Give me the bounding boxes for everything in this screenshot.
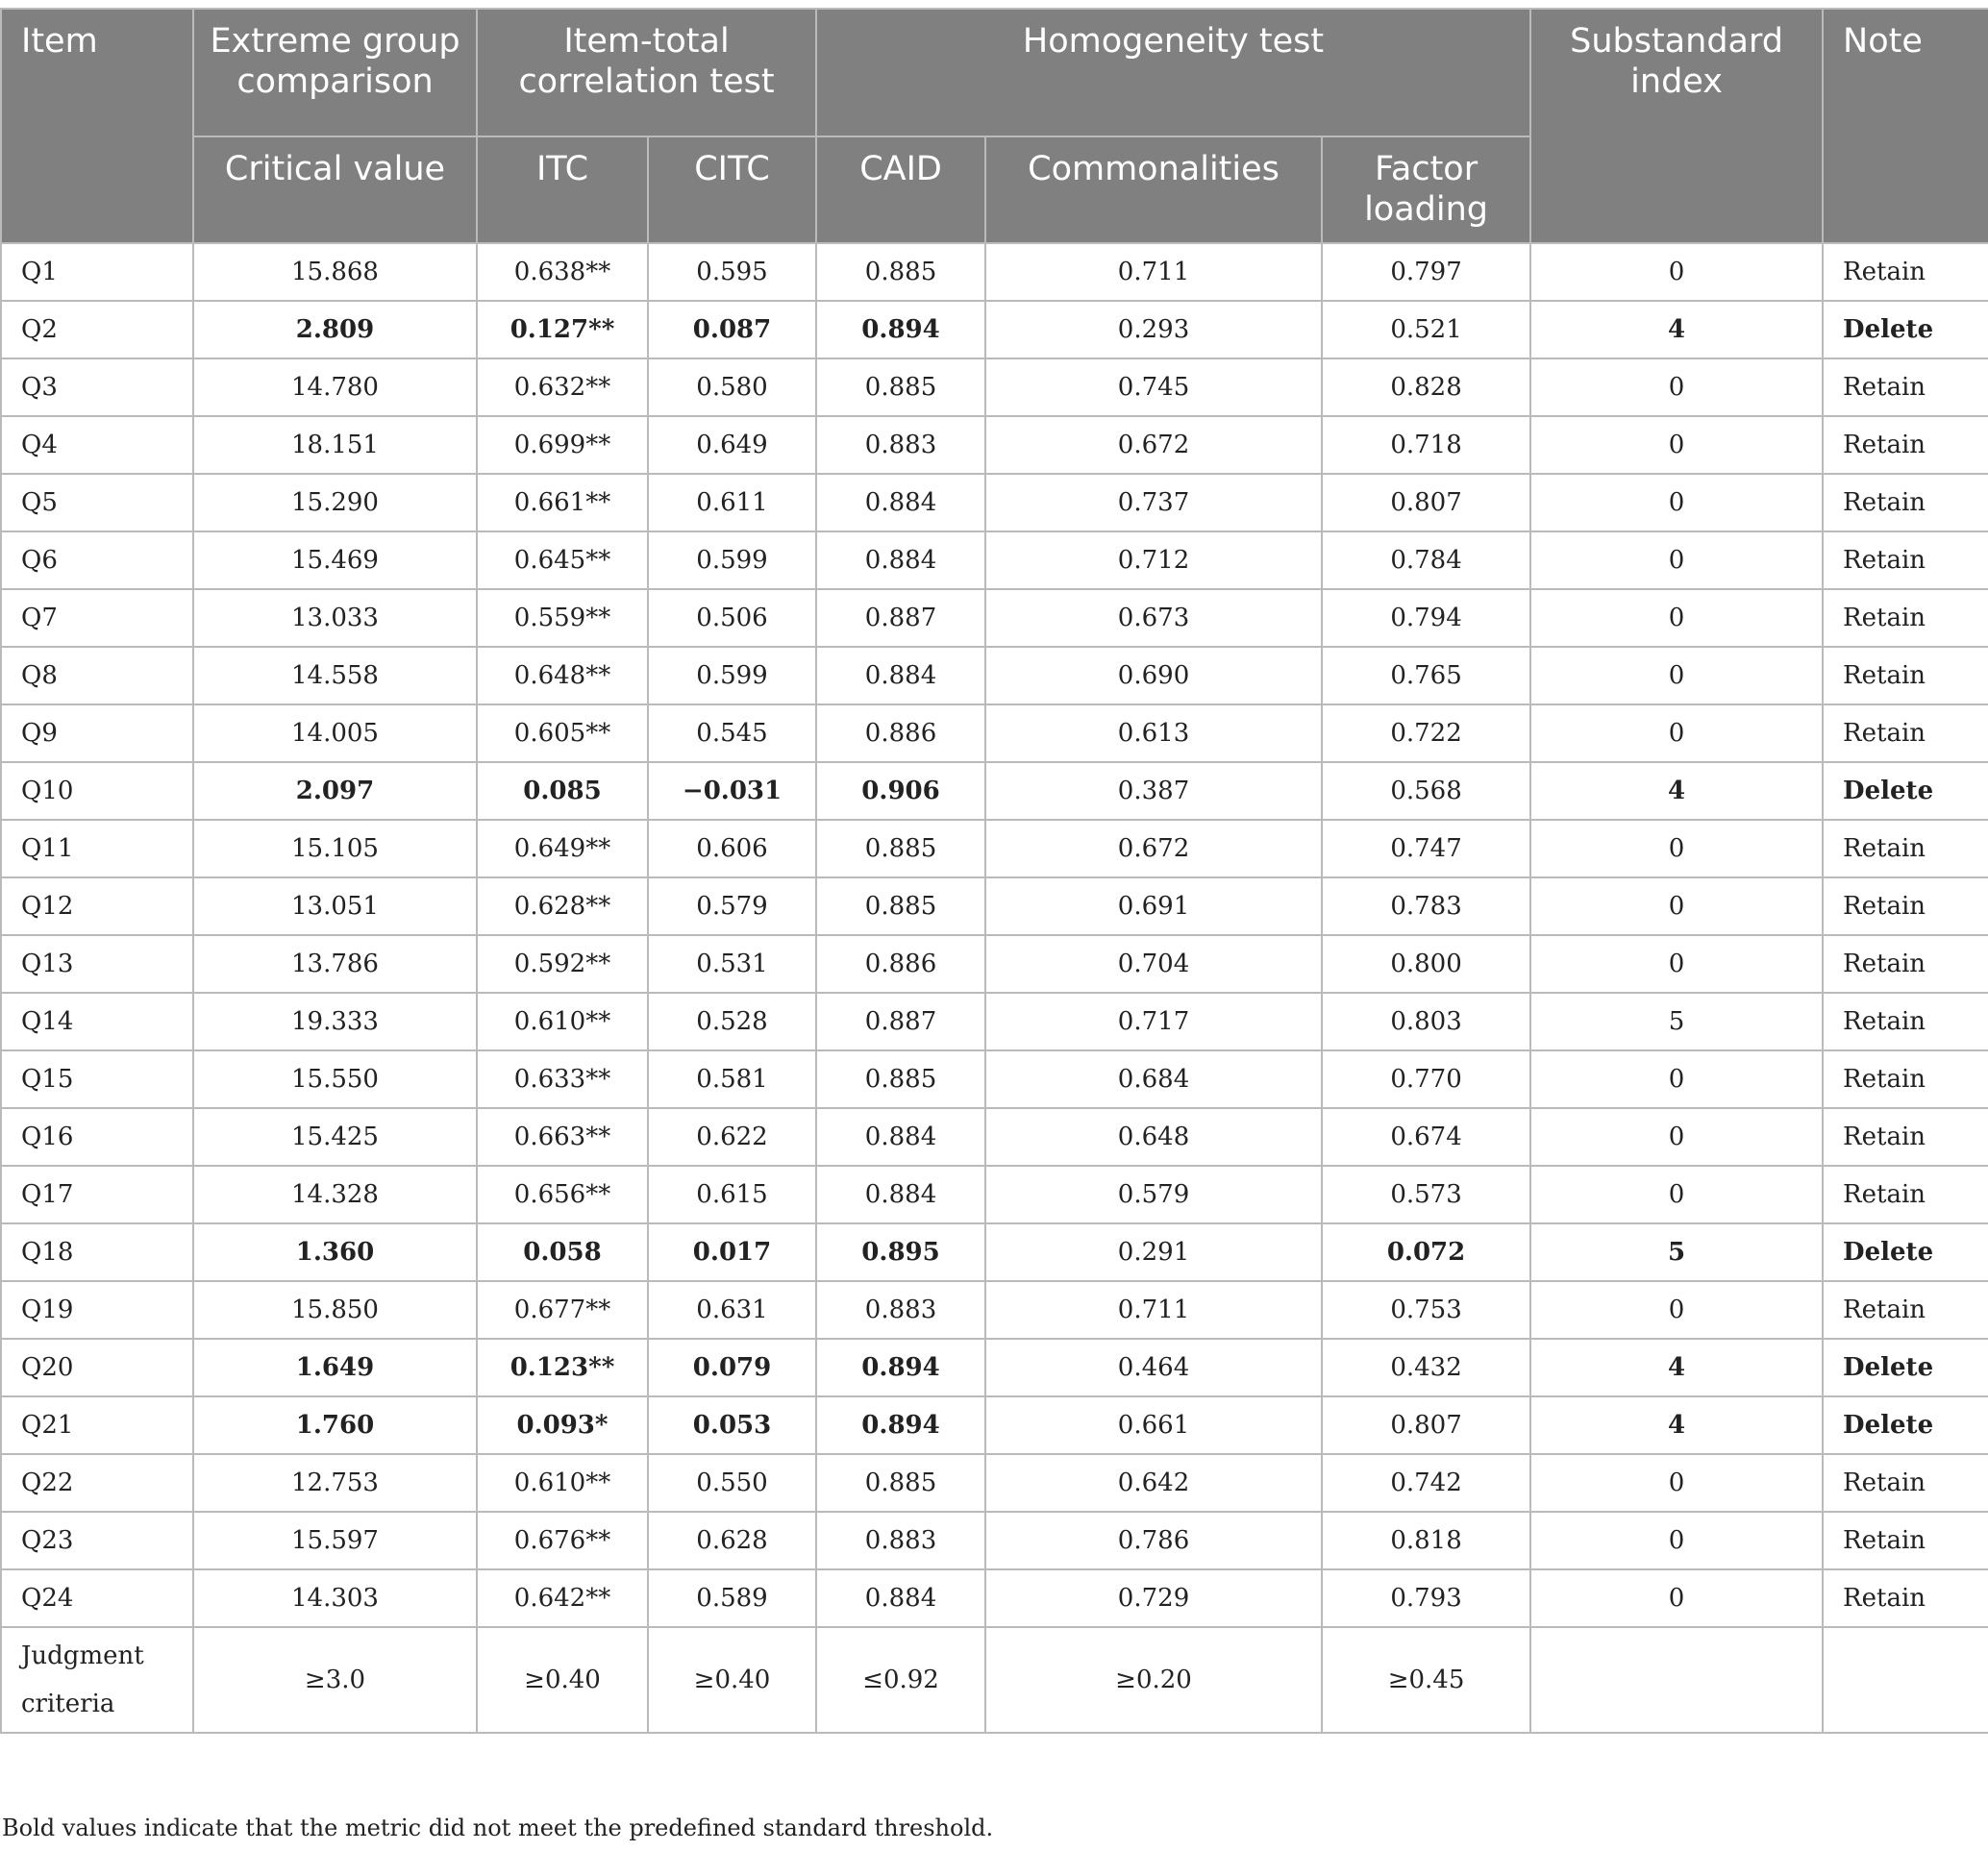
cell-caid: 0.884 [816, 474, 985, 531]
cell-factor-loading: 0.747 [1322, 820, 1530, 877]
cell-item: Q9 [1, 704, 193, 762]
cell-caid: 0.884 [816, 647, 985, 704]
cell-item: Q11 [1, 820, 193, 877]
table-row [1, 1569, 1988, 1627]
cell-commonalities: 0.291 [985, 1223, 1322, 1281]
cell-citc: 0.611 [648, 474, 816, 531]
item-analysis-table [0, 8, 1988, 1734]
cell-note: Retain [1823, 531, 1988, 589]
cell-item: Q23 [1, 1512, 193, 1569]
table-row [1, 935, 1988, 993]
cell-item: Q19 [1, 1281, 193, 1339]
header-extreme-group: Extreme group comparison [193, 9, 477, 136]
table-row [1, 1050, 1988, 1108]
criteria-caid: ≤0.92 [816, 1627, 985, 1733]
cell-factor-loading: 0.674 [1322, 1108, 1530, 1166]
cell-item: Q20 [1, 1339, 193, 1396]
cell-itc: 0.058 [477, 1223, 648, 1281]
cell-caid: 0.895 [816, 1223, 985, 1281]
table-row [1, 820, 1988, 877]
cell-caid: 0.894 [816, 301, 985, 358]
cell-citc: 0.595 [648, 243, 816, 301]
cell-note: Retain [1823, 1108, 1988, 1166]
cell-note: Delete [1823, 1396, 1988, 1454]
cell-citc: 0.615 [648, 1166, 816, 1223]
table-row [1, 1166, 1988, 1223]
cell-note: Delete [1823, 1339, 1988, 1396]
cell-factor-loading: 0.573 [1322, 1166, 1530, 1223]
cell-caid: 0.884 [816, 1108, 985, 1166]
table-header [1, 9, 1988, 243]
cell-commonalities: 0.673 [985, 589, 1322, 647]
cell-citc: 0.599 [648, 531, 816, 589]
cell-itc: 0.127** [477, 301, 648, 358]
cell-factor-loading: 0.794 [1322, 589, 1530, 647]
cell-citc: 0.628 [648, 1512, 816, 1569]
cell-item: Q16 [1, 1108, 193, 1166]
cell-substandard: 0 [1530, 877, 1823, 935]
cell-critical-value: 1.360 [193, 1223, 477, 1281]
cell-commonalities: 0.661 [985, 1396, 1322, 1454]
cell-substandard: 0 [1530, 1454, 1823, 1512]
cell-caid: 0.884 [816, 1166, 985, 1223]
cell-commonalities: 0.711 [985, 1281, 1322, 1339]
cell-itc: 0.632** [477, 358, 648, 416]
cell-item: Q10 [1, 762, 193, 820]
table-footnote: Bold values indicate that the metric did not meet the predefined standard threshold. [2, 1814, 994, 1841]
cell-caid: 0.887 [816, 589, 985, 647]
cell-factor-loading: 0.753 [1322, 1281, 1530, 1339]
cell-item: Q21 [1, 1396, 193, 1454]
table-row [1, 1512, 1988, 1569]
header-note: Note [1823, 9, 1988, 243]
cell-item: Q6 [1, 531, 193, 589]
cell-substandard: 0 [1530, 1166, 1823, 1223]
cell-note: Delete [1823, 301, 1988, 358]
header-citc: CITC [648, 136, 816, 243]
cell-itc: 0.123** [477, 1339, 648, 1396]
cell-commonalities: 0.712 [985, 531, 1322, 589]
cell-itc: 0.605** [477, 704, 648, 762]
cell-commonalities: 0.387 [985, 762, 1322, 820]
cell-substandard: 0 [1530, 1281, 1823, 1339]
cell-commonalities: 0.729 [985, 1569, 1322, 1627]
cell-factor-loading: 0.800 [1322, 935, 1530, 993]
cell-substandard: 0 [1530, 1050, 1823, 1108]
cell-citc: 0.622 [648, 1108, 816, 1166]
header-item: Item [1, 9, 193, 243]
cell-itc: 0.663** [477, 1108, 648, 1166]
cell-factor-loading: 0.818 [1322, 1512, 1530, 1569]
cell-note: Retain [1823, 647, 1988, 704]
cell-item: Q22 [1, 1454, 193, 1512]
cell-item: Q13 [1, 935, 193, 993]
cell-item: Q17 [1, 1166, 193, 1223]
cell-factor-loading: 0.797 [1322, 243, 1530, 301]
cell-factor-loading: 0.807 [1322, 1396, 1530, 1454]
cell-item: Q15 [1, 1050, 193, 1108]
cell-factor-loading: 0.765 [1322, 647, 1530, 704]
cell-note: Retain [1823, 1512, 1988, 1569]
cell-citc: 0.580 [648, 358, 816, 416]
criteria-note [1823, 1627, 1988, 1733]
cell-critical-value: 15.425 [193, 1108, 477, 1166]
cell-citc: 0.506 [648, 589, 816, 647]
criteria-factor-loading: ≥0.45 [1322, 1627, 1530, 1733]
cell-substandard: 0 [1530, 704, 1823, 762]
table-row [1, 1339, 1988, 1396]
cell-itc: 0.610** [477, 1454, 648, 1512]
cell-item: Q12 [1, 877, 193, 935]
cell-substandard: 0 [1530, 589, 1823, 647]
table-row [1, 1454, 1988, 1512]
cell-critical-value: 15.105 [193, 820, 477, 877]
criteria-substandard [1530, 1627, 1823, 1733]
cell-note: Retain [1823, 993, 1988, 1050]
cell-critical-value: 15.868 [193, 243, 477, 301]
cell-commonalities: 0.690 [985, 647, 1322, 704]
cell-note: Retain [1823, 704, 1988, 762]
cell-factor-loading: 0.793 [1322, 1569, 1530, 1627]
cell-itc: 0.649** [477, 820, 648, 877]
cell-itc: 0.676** [477, 1512, 648, 1569]
cell-critical-value: 13.051 [193, 877, 477, 935]
cell-note: Retain [1823, 243, 1988, 301]
cell-critical-value: 1.649 [193, 1339, 477, 1396]
cell-substandard: 4 [1530, 1396, 1823, 1454]
cell-itc: 0.648** [477, 647, 648, 704]
cell-note: Retain [1823, 416, 1988, 474]
cell-factor-loading: 0.722 [1322, 704, 1530, 762]
cell-citc: 0.606 [648, 820, 816, 877]
cell-item: Q14 [1, 993, 193, 1050]
cell-substandard: 4 [1530, 1339, 1823, 1396]
cell-critical-value: 14.303 [193, 1569, 477, 1627]
criteria-citc: ≥0.40 [648, 1627, 816, 1733]
cell-critical-value: 13.786 [193, 935, 477, 993]
header-item-total: Item-total correlation test [477, 9, 816, 136]
cell-item: Q3 [1, 358, 193, 416]
criteria-label: Judgment criteria [1, 1627, 193, 1733]
cell-citc: 0.649 [648, 416, 816, 474]
cell-itc: 0.638** [477, 243, 648, 301]
cell-citc: 0.053 [648, 1396, 816, 1454]
table-row [1, 358, 1988, 416]
cell-item: Q1 [1, 243, 193, 301]
cell-factor-loading: 0.432 [1322, 1339, 1530, 1396]
cell-factor-loading: 0.783 [1322, 877, 1530, 935]
cell-critical-value: 15.850 [193, 1281, 477, 1339]
table-row [1, 762, 1988, 820]
cell-caid: 0.894 [816, 1396, 985, 1454]
cell-itc: 0.661** [477, 474, 648, 531]
cell-critical-value: 13.033 [193, 589, 477, 647]
cell-note: Delete [1823, 1223, 1988, 1281]
cell-caid: 0.894 [816, 1339, 985, 1396]
cell-citc: 0.599 [648, 647, 816, 704]
cell-critical-value: 2.809 [193, 301, 477, 358]
cell-citc: 0.079 [648, 1339, 816, 1396]
cell-substandard: 0 [1530, 358, 1823, 416]
cell-substandard: 0 [1530, 935, 1823, 993]
cell-commonalities: 0.737 [985, 474, 1322, 531]
cell-critical-value: 15.550 [193, 1050, 477, 1108]
cell-note: Retain [1823, 1569, 1988, 1627]
cell-substandard: 5 [1530, 1223, 1823, 1281]
cell-critical-value: 15.469 [193, 531, 477, 589]
criteria-itc: ≥0.40 [477, 1627, 648, 1733]
cell-caid: 0.883 [816, 1281, 985, 1339]
cell-itc: 0.610** [477, 993, 648, 1050]
cell-item: Q7 [1, 589, 193, 647]
header-critical-value: Critical value [193, 136, 477, 243]
cell-caid: 0.884 [816, 1569, 985, 1627]
cell-caid: 0.885 [816, 243, 985, 301]
cell-caid: 0.886 [816, 704, 985, 762]
cell-commonalities: 0.672 [985, 416, 1322, 474]
cell-factor-loading: 0.072 [1322, 1223, 1530, 1281]
cell-commonalities: 0.648 [985, 1108, 1322, 1166]
cell-note: Retain [1823, 589, 1988, 647]
cell-critical-value: 15.290 [193, 474, 477, 531]
cell-critical-value: 19.333 [193, 993, 477, 1050]
cell-substandard: 4 [1530, 301, 1823, 358]
header-commonalities: Commonalities [985, 136, 1322, 243]
table-row [1, 1108, 1988, 1166]
cell-note: Retain [1823, 1454, 1988, 1512]
cell-itc: 0.085 [477, 762, 648, 820]
header-homogeneity: Homogeneity test [816, 9, 1530, 136]
cell-item: Q24 [1, 1569, 193, 1627]
cell-commonalities: 0.672 [985, 820, 1322, 877]
table-row [1, 704, 1988, 762]
cell-commonalities: 0.745 [985, 358, 1322, 416]
cell-note: Delete [1823, 762, 1988, 820]
cell-substandard: 0 [1530, 1569, 1823, 1627]
cell-note: Retain [1823, 1050, 1988, 1108]
header-itc: ITC [477, 136, 648, 243]
cell-critical-value: 14.780 [193, 358, 477, 416]
cell-itc: 0.559** [477, 589, 648, 647]
cell-note: Retain [1823, 820, 1988, 877]
cell-itc: 0.592** [477, 935, 648, 993]
table-row [1, 1281, 1988, 1339]
cell-critical-value: 14.328 [193, 1166, 477, 1223]
cell-citc: 0.550 [648, 1454, 816, 1512]
cell-citc: −0.031 [648, 762, 816, 820]
cell-caid: 0.885 [816, 1454, 985, 1512]
cell-caid: 0.887 [816, 993, 985, 1050]
cell-factor-loading: 0.568 [1322, 762, 1530, 820]
table-row [1, 993, 1988, 1050]
table-row [1, 474, 1988, 531]
cell-substandard: 0 [1530, 820, 1823, 877]
cell-caid: 0.886 [816, 935, 985, 993]
cell-commonalities: 0.786 [985, 1512, 1322, 1569]
cell-itc: 0.093* [477, 1396, 648, 1454]
cell-commonalities: 0.642 [985, 1454, 1322, 1512]
cell-caid: 0.883 [816, 416, 985, 474]
cell-factor-loading: 0.807 [1322, 474, 1530, 531]
cell-note: Retain [1823, 1166, 1988, 1223]
cell-citc: 0.581 [648, 1050, 816, 1108]
table-row [1, 647, 1988, 704]
cell-substandard: 0 [1530, 647, 1823, 704]
cell-item: Q18 [1, 1223, 193, 1281]
cell-commonalities: 0.691 [985, 877, 1322, 935]
cell-factor-loading: 0.803 [1322, 993, 1530, 1050]
cell-commonalities: 0.711 [985, 243, 1322, 301]
cell-substandard: 4 [1530, 762, 1823, 820]
cell-commonalities: 0.613 [985, 704, 1322, 762]
header-substandard: Substandard index [1530, 9, 1823, 243]
cell-citc: 0.579 [648, 877, 816, 935]
cell-caid: 0.885 [816, 877, 985, 935]
cell-note: Retain [1823, 358, 1988, 416]
cell-factor-loading: 0.742 [1322, 1454, 1530, 1512]
cell-factor-loading: 0.770 [1322, 1050, 1530, 1108]
cell-substandard: 0 [1530, 416, 1823, 474]
cell-citc: 0.589 [648, 1569, 816, 1627]
cell-caid: 0.906 [816, 762, 985, 820]
cell-note: Retain [1823, 1281, 1988, 1339]
cell-citc: 0.531 [648, 935, 816, 993]
cell-citc: 0.087 [648, 301, 816, 358]
cell-caid: 0.885 [816, 820, 985, 877]
cell-item: Q2 [1, 301, 193, 358]
cell-commonalities: 0.579 [985, 1166, 1322, 1223]
cell-factor-loading: 0.784 [1322, 531, 1530, 589]
cell-caid: 0.885 [816, 358, 985, 416]
cell-caid: 0.885 [816, 1050, 985, 1108]
table-row [1, 301, 1988, 358]
criteria-critical-value: ≥3.0 [193, 1627, 477, 1733]
cell-factor-loading: 0.521 [1322, 301, 1530, 358]
header-caid: CAID [816, 136, 985, 243]
cell-note: Retain [1823, 877, 1988, 935]
table-container [0, 8, 1988, 1734]
cell-critical-value: 14.005 [193, 704, 477, 762]
cell-itc: 0.699** [477, 416, 648, 474]
table-row [1, 1223, 1988, 1281]
cell-commonalities: 0.464 [985, 1339, 1322, 1396]
cell-note: Retain [1823, 474, 1988, 531]
cell-critical-value: 15.597 [193, 1512, 477, 1569]
table-row [1, 243, 1988, 301]
cell-commonalities: 0.704 [985, 935, 1322, 993]
cell-critical-value: 18.151 [193, 416, 477, 474]
criteria-commonalities: ≥0.20 [985, 1627, 1322, 1733]
cell-substandard: 0 [1530, 531, 1823, 589]
cell-substandard: 0 [1530, 1512, 1823, 1569]
cell-caid: 0.884 [816, 531, 985, 589]
cell-citc: 0.528 [648, 993, 816, 1050]
cell-itc: 0.633** [477, 1050, 648, 1108]
cell-substandard: 5 [1530, 993, 1823, 1050]
cell-itc: 0.656** [477, 1166, 648, 1223]
cell-citc: 0.545 [648, 704, 816, 762]
cell-critical-value: 1.760 [193, 1396, 477, 1454]
cell-citc: 0.631 [648, 1281, 816, 1339]
cell-critical-value: 2.097 [193, 762, 477, 820]
cell-substandard: 0 [1530, 243, 1823, 301]
cell-item: Q4 [1, 416, 193, 474]
cell-itc: 0.628** [477, 877, 648, 935]
cell-substandard: 0 [1530, 474, 1823, 531]
cell-note: Retain [1823, 935, 1988, 993]
cell-itc: 0.645** [477, 531, 648, 589]
cell-item: Q5 [1, 474, 193, 531]
cell-caid: 0.883 [816, 1512, 985, 1569]
cell-critical-value: 14.558 [193, 647, 477, 704]
cell-factor-loading: 0.828 [1322, 358, 1530, 416]
table-row [1, 877, 1988, 935]
cell-critical-value: 12.753 [193, 1454, 477, 1512]
cell-substandard: 0 [1530, 1108, 1823, 1166]
cell-item: Q8 [1, 647, 193, 704]
cell-citc: 0.017 [648, 1223, 816, 1281]
cell-itc: 0.642** [477, 1569, 648, 1627]
cell-commonalities: 0.293 [985, 301, 1322, 358]
criteria-row [1, 1627, 1988, 1733]
table-row [1, 531, 1988, 589]
cell-factor-loading: 0.718 [1322, 416, 1530, 474]
table-row [1, 589, 1988, 647]
cell-commonalities: 0.717 [985, 993, 1322, 1050]
cell-commonalities: 0.684 [985, 1050, 1322, 1108]
header-factor-loading: Factor loading [1322, 136, 1530, 243]
table-row [1, 1396, 1988, 1454]
cell-itc: 0.677** [477, 1281, 648, 1339]
table-row [1, 416, 1988, 474]
table-body [1, 243, 1988, 1733]
